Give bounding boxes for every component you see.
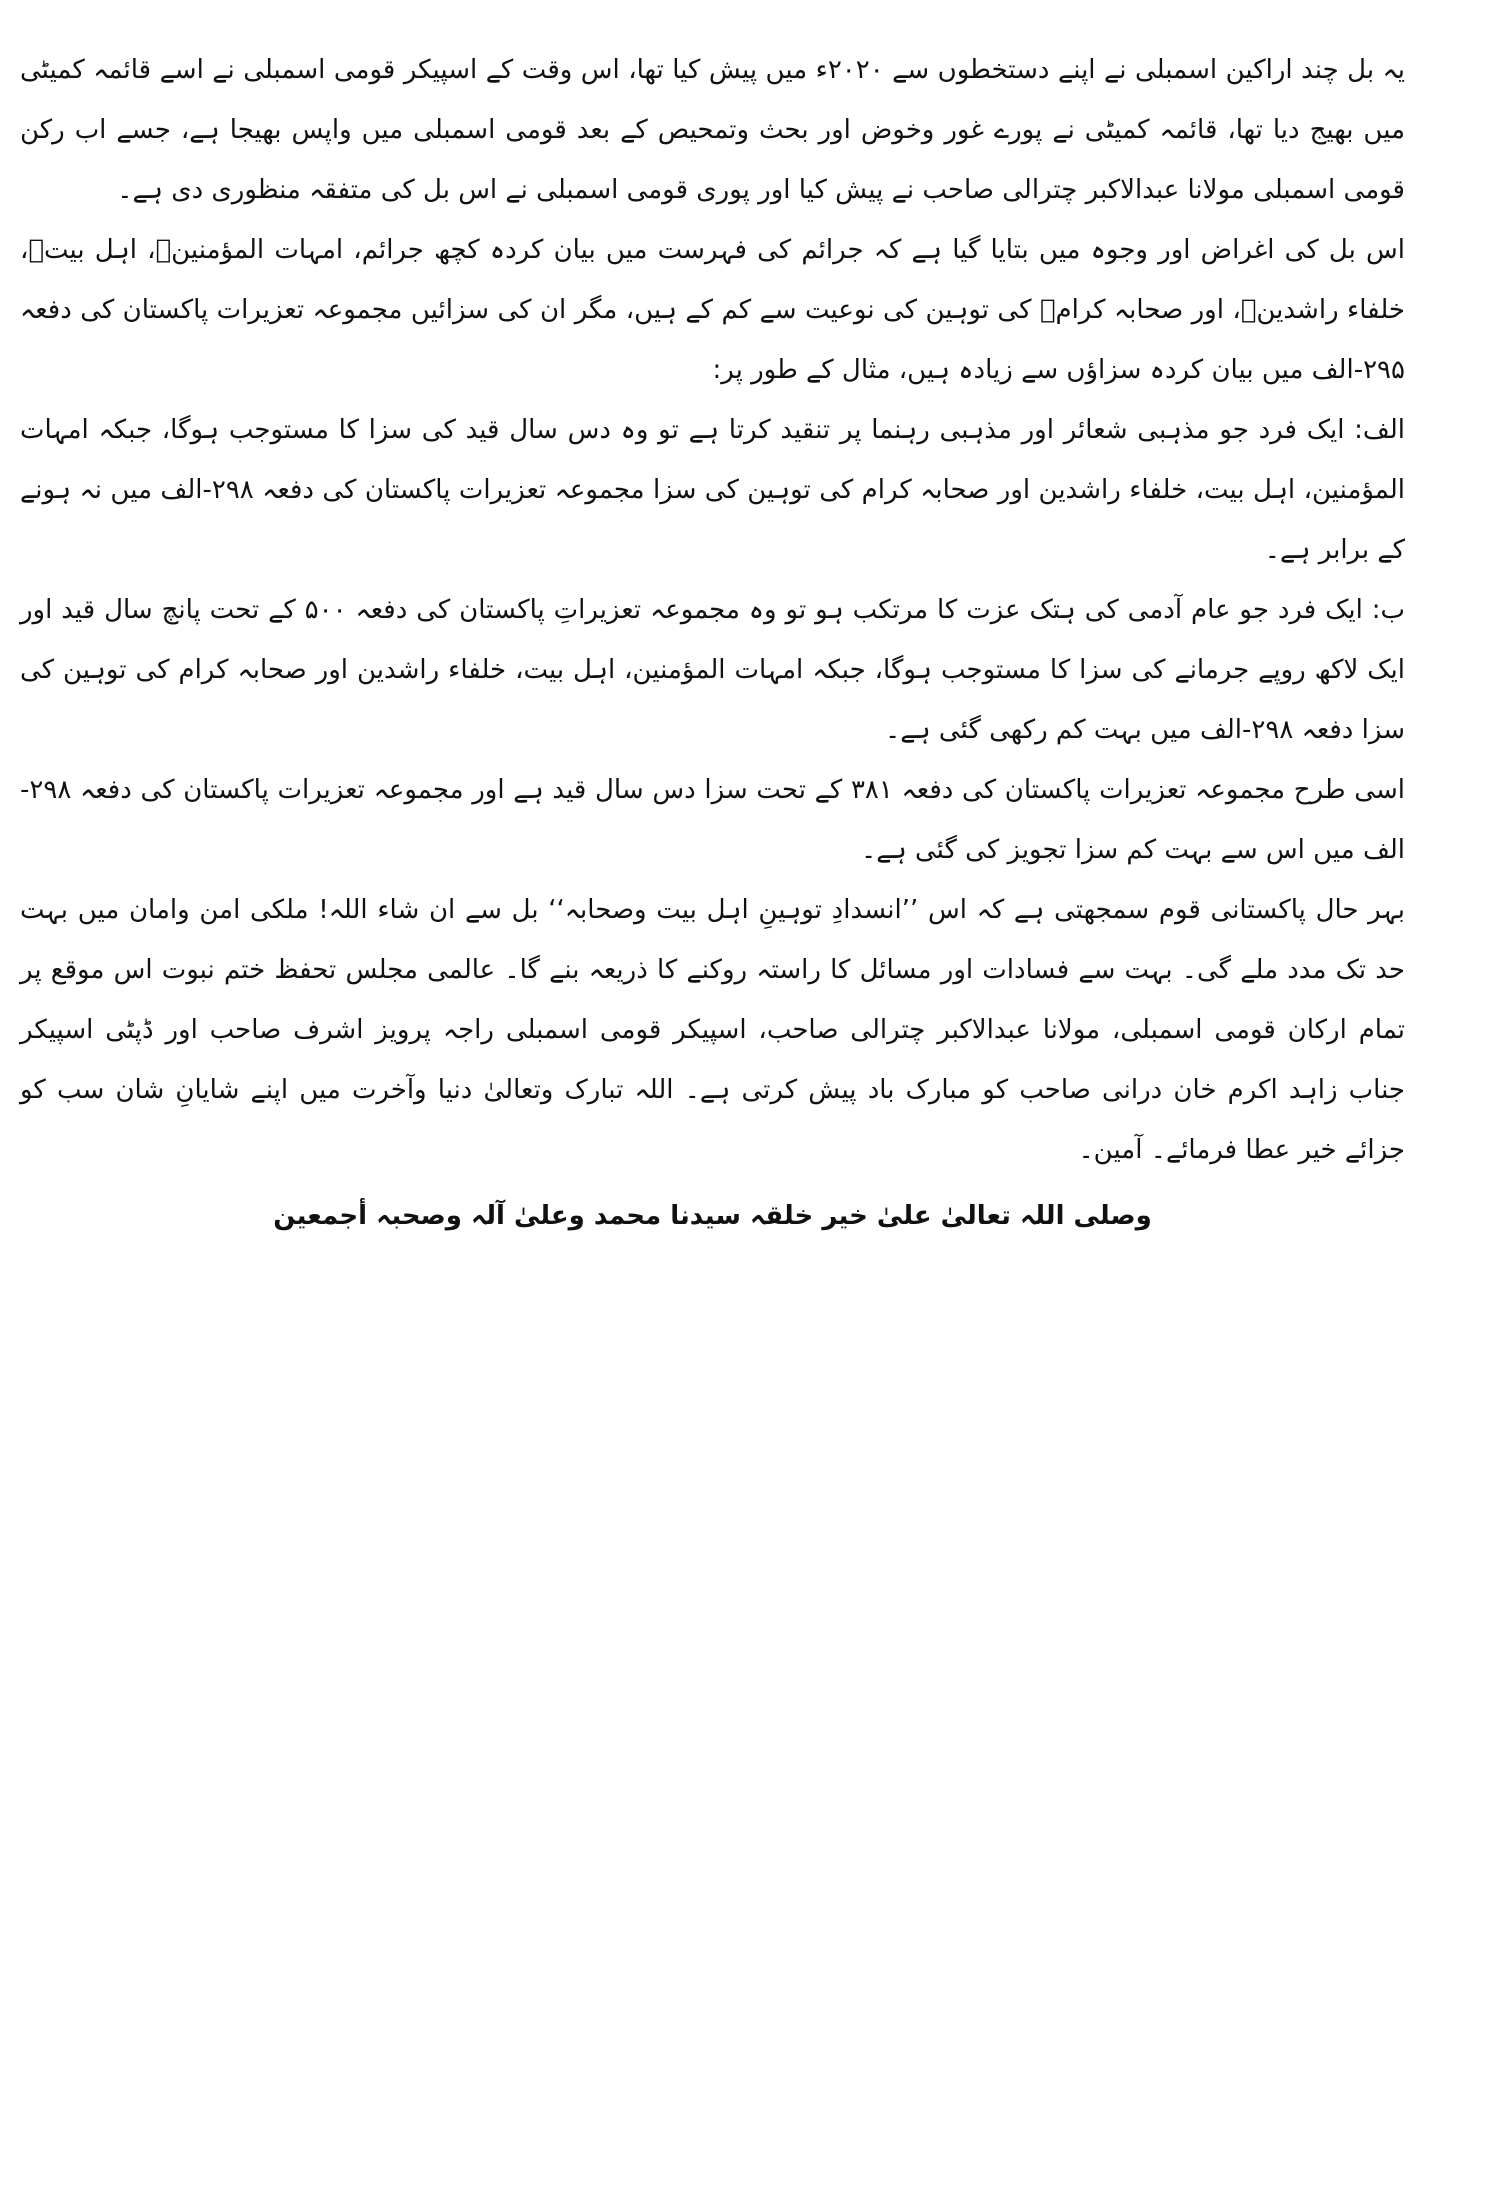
paragraph-bill-history: یہ بل چند اراکین اسمبلی نے اپنے دستخطوں سے ۲۰۲۰ء میں پیش کیا تھا، اس وقت کے اسپیکر قومی اسمبلی نے اسے قائمہ کمیٹی میں بھیج دیا تھا، قائمہ کمیٹی نے پورے غور وخوض اور بحث وتمحیص کے بعد قومی اسمبلی میں واپس بھیجا ہے، جسے اب رکن قومی اسمبلی مولانا عبدالاکبر چترالی صاحب نے پیش کیا اور پوری قومی اسمبلی نے اس بل کی متفقہ منظوری دی ہے۔ [20,55,1405,205]
paragraph-section-381: اسی طرح مجموعہ تعزیرات پاکستان کی دفعہ ۳۸۱ کے تحت سزا دس سال قید ہے اور مجموعہ تعزیرات پاکستان کی دفعہ ۲۹۸-الف میں اس سے بہت کم سزا تجویز کی گئی ہے۔ [20,775,1405,865]
paragraph-example-bay: ب: ایک فرد جو عام آدمی کی ہتک عزت کا مرتکب ہو تو وہ مجموعہ تعزیراتِ پاکستان کی دفعہ ۵۰۰ کے تحت پانچ سال قید اور ایک لاکھ روپے جرمانے کی سزا کا مستوجب ہوگا، جبکہ امہات المؤمنین، اہل بیت، خلفاء راشدین اور صحابہ کرام کی توہین کی سزا دفعہ ۲۹۸-الف میں بہت کم رکھی گئی ہے۔ [20,595,1405,745]
paragraph-bill-objectives: اس بل کی اغراض اور وجوہ میں بتایا گیا ہے کہ جرائم کی فہرست میں بیان کردہ کچھ جرائم، امہات المؤمنینؓ، اہل بیتؓ، خلفاء راشدینؓ، اور صحابہ کرامؓ کی توہین کی نوعیت سے کم کے ہیں، مگر ان کی سزائیں مجموعہ تعزیرات پاکستان کی دفعہ ۲۹۵-الف میں بیان کردہ سزاؤں سے زیادہ ہیں، مثال کے طور پر: [20,235,1405,385]
paragraph-conclusion: بہر حال پاکستانی قوم سمجھتی ہے کہ اس ’’انسدادِ توہینِ اہل بیت وصحابہ‘‘ بل سے ان شاء اللہ! ملکی امن وامان میں بہت حد تک مدد ملے گی۔ بہت سے فسادات اور مسائل کا راستہ روکنے کا ذریعہ بنے گا۔ عالمی مجلس تحفظ ختم نبوت اس موقع پر تمام ارکان قومی اسمبلی، مولانا عبدالاکبر چترالی صاحب، اسپیکر قومی اسمبلی راجہ پرویز اشرف صاحب اور ڈپٹی اسپیکر جناب زاہد اکرم خان درانی صاحب کو مبارک باد پیش کرتی ہے۔ اللہ تبارک وتعالیٰ دنیا وآخرت میں اپنے شایانِ شان سب کو جزائے خیر عطا فرمائے۔ آمین۔ [20,895,1405,1165]
document-body [20,40,1405,1246]
closing-benediction: وصلی اللہ تعالیٰ علیٰ خیر خلقہ سیدنا محمد وعلیٰ آلہ وصحبہ أجمعین [273,1201,1152,1231]
paragraph-example-alif: الف: ایک فرد جو مذہبی شعائر اور مذہبی رہنما پر تنقید کرتا ہے تو وہ دس سال قید کی سزا کا مستوجب ہوگا، جبکہ امہات المؤمنین، اہل بیت، خلفاء راشدین اور صحابہ کرام کی توہین کی سزا مجموعہ تعزیرات پاکستان کی دفعہ ۲۹۸-الف میں نہ ہونے کے برابر ہے۔ [20,415,1405,565]
